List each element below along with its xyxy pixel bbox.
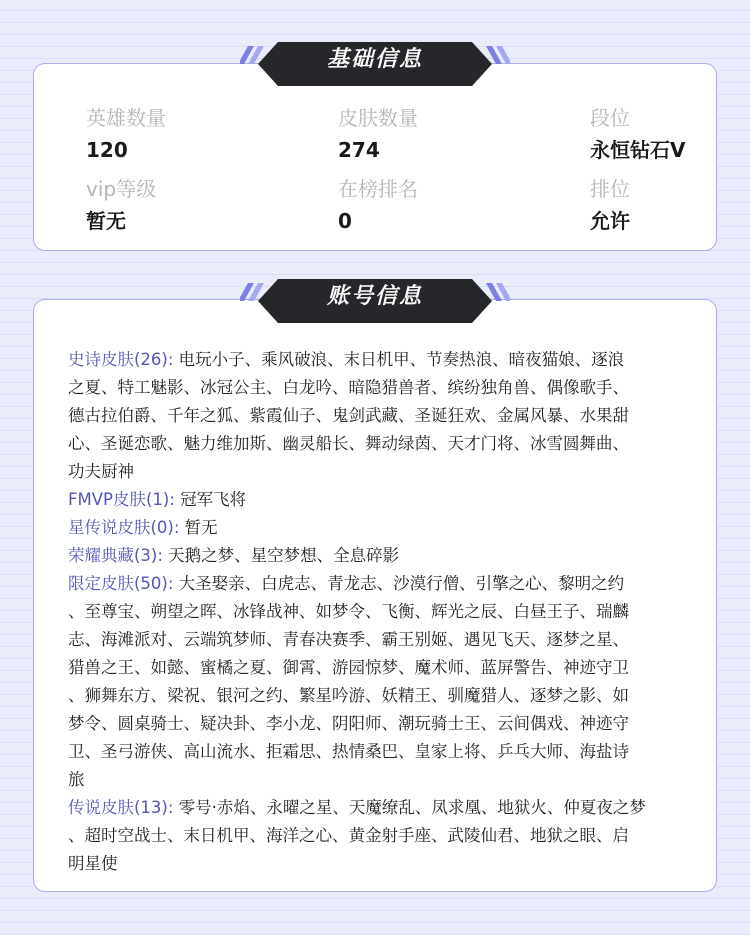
skin-names: 、超时空战士、末日机甲、海洋之心、黄金射手座、武陵仙君、地狱之眼、启 [68,826,629,845]
skin-list-line [68,346,698,374]
stat-leaderboard-rank [338,176,418,234]
skin-list-line [68,710,698,738]
skin-list-line [68,738,698,766]
stat-ranked-mode [590,176,630,234]
skin-list-line [68,458,698,486]
skin-names: 明星使 [68,854,118,873]
stat-rank-tier [590,105,685,163]
skin-names: 、至尊宝、朔望之晖、冰锋战神、如梦令、飞衡、辉光之辰、白昼王子、瑞麟 [68,602,629,621]
stat-value: 120 [86,138,128,162]
skin-list-line [68,794,698,822]
account-info-title: 账号信息 [326,284,423,309]
skin-list-line [68,654,698,682]
skin-names: 功夫厨神 [68,462,134,481]
skin-list-line [68,486,698,514]
skin-category-label: 限定皮肤(50): [68,574,174,593]
stat-label: 排位 [590,177,630,201]
skin-list-line [68,626,698,654]
basic-info-title: 基础信息 [326,47,423,72]
skin-names: 梦令、圆桌骑士、疑决卦、李小龙、阴阳师、潮玩骑士王、云间偶戏、神迹守 [68,714,629,733]
skin-list-line [68,542,698,570]
skin-names: 之夏、特工魅影、冰冠公主、白龙吟、暗隐猎兽者、缤纷独角兽、偶像歌手、 [68,378,629,397]
skin-list-line [68,514,698,542]
stat-label: 英雄数量 [86,106,166,130]
stat-value: 允许 [590,209,630,233]
skin-list-line [68,682,698,710]
skin-list-line [68,570,698,598]
skin-category-label: 传说皮肤(13): [68,798,174,817]
stat-value: 暂无 [86,209,126,233]
skin-names: 、狮舞东方、梁祝、银河之约、繁星吟游、妖精王、驯魔猎人、逐梦之影、如 [68,686,629,705]
skin-list-line [68,850,698,878]
stat-label: vip等级 [86,177,157,201]
skin-names: 猎兽之王、如懿、蜜橘之夏、御霄、游园惊梦、魔术师、蓝屏警告、神迹守卫 [68,658,629,677]
skin-names: 暂无 [179,518,218,537]
stat-hero-count [86,105,166,163]
skin-list-line [68,402,698,430]
skin-category-label: FMVP皮肤(1): [68,490,175,509]
stat-vip-level [86,176,156,234]
skin-names: 冠军飞将 [174,490,247,509]
stat-value: 274 [338,138,380,162]
skin-list [68,346,698,878]
skin-names: 志、海滩派对、云端筑梦师、青春决赛季、霸王别姬、遇见飞天、逐梦之星、 [68,630,629,649]
skin-names: 天鹅之梦、星空梦想、全息碎影 [162,546,400,565]
skin-names: 卫、圣弓游侠、高山流水、拒霜思、热情桑巴、皇家上将、乒乓大师、海盐诗 [68,742,629,761]
skin-names: 零号·赤焰、永曜之星、天魔缭乱、凤求凰、地狱火、仲夏夜之梦 [173,798,646,817]
account-info-banner [240,271,510,327]
basic-info-banner [240,34,510,90]
stat-skin-count [338,105,418,163]
stat-label: 段位 [590,106,630,130]
skin-list-line [68,598,698,626]
stat-value: 0 [338,209,352,233]
stat-label: 在榜排名 [338,177,418,201]
skin-list-line [68,374,698,402]
skin-category-label: 荣耀典藏(3): [68,546,163,565]
skin-list-line [68,430,698,458]
skin-names: 旅 [68,770,85,789]
skin-names: 大圣娶亲、白虎志、青龙志、沙漠行僧、引擎之心、黎明之约 [173,574,625,593]
skin-names: 德古拉伯爵、千年之狐、紫霞仙子、鬼剑武藏、圣诞狂欢、金属风暴、水果甜 [68,406,629,425]
skin-names: 心、圣诞恋歌、魅力维加斯、幽灵船长、舞动绿茵、天才门将、冰雪圆舞曲、 [68,434,629,453]
stat-label: 皮肤数量 [338,106,418,130]
skin-category-label: 星传说皮肤(0): [68,518,180,537]
stat-value: 永恒钻石V [590,138,686,162]
skin-names: 电玩小子、乘风破浪、末日机甲、节奏热浪、暗夜猫娘、逐浪 [173,350,625,369]
skin-category-label: 史诗皮肤(26): [68,350,174,369]
skin-list-line [68,822,698,850]
skin-list-line [68,766,698,794]
